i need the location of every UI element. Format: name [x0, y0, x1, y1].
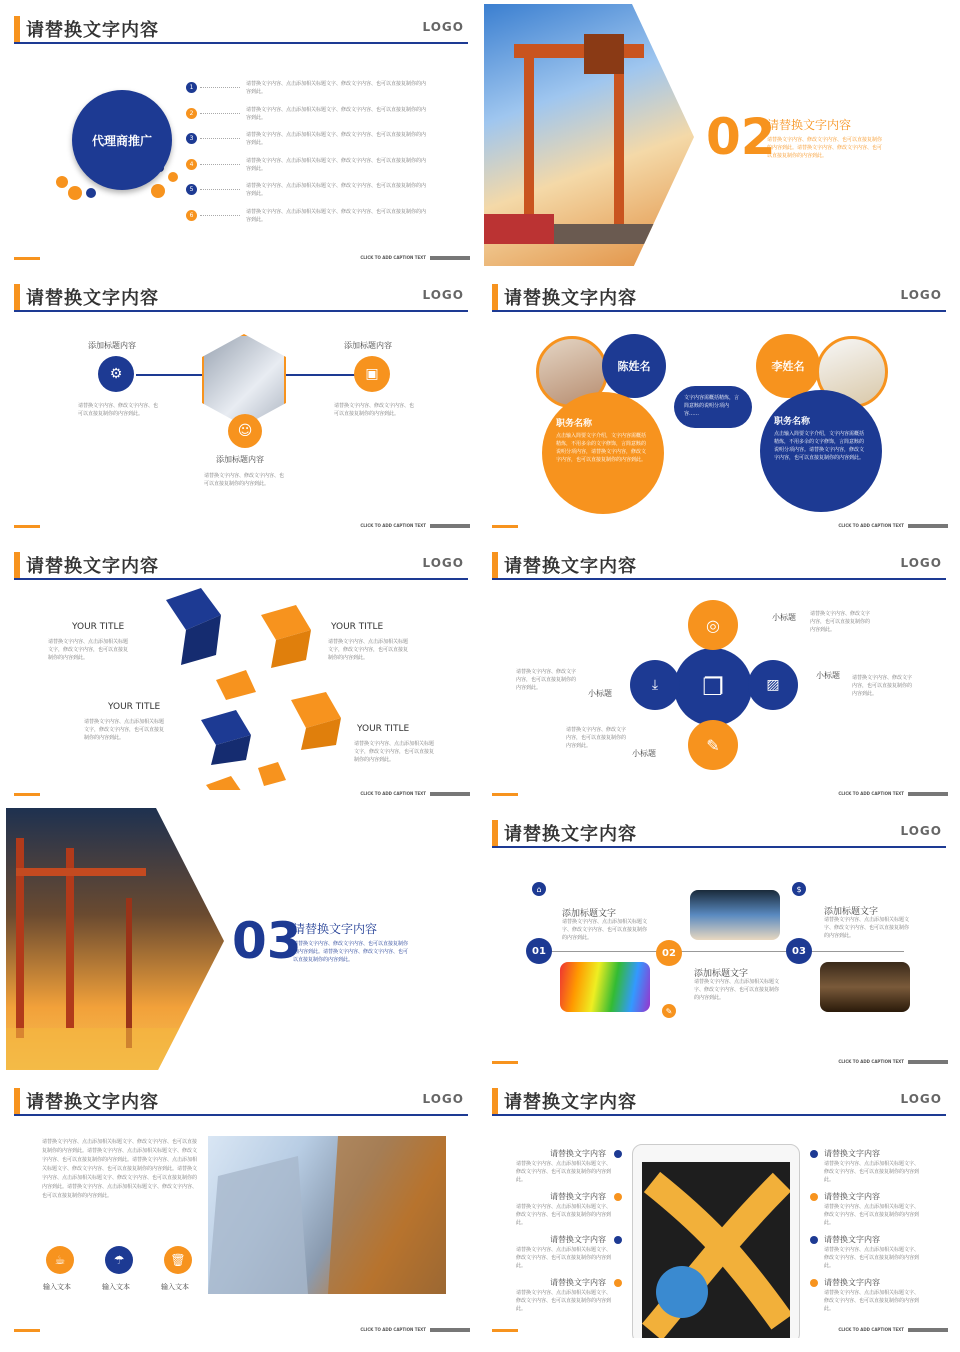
footer-accent	[14, 1329, 40, 1332]
footer-caption: CLICK TO ADD CAPTION TEXT	[838, 523, 904, 528]
list-number: 6	[186, 210, 197, 221]
logo: LOGO	[900, 556, 942, 570]
logo: LOGO	[422, 1092, 464, 1106]
item-text: 请替换文字内容、点击添加相关标题文字、修改文字内容、也可以直接复制你的内容到此。	[824, 1247, 920, 1269]
section-text: 请替换文字内容、修改文字内容、也可以直接复制你的内容到此。请替换文字内容、修改文字内容、也可以直接复制你的内容到此。	[293, 941, 409, 963]
text-left: 请替换文字内容、修改文字内容，也可以直接复制你的内容到此。	[516, 669, 577, 691]
footer-bar	[908, 1328, 948, 1332]
picture-icon: ▨	[748, 660, 798, 710]
name-2: 李姓名	[771, 360, 805, 373]
text-2: 请替换文字内容、点击添加相关标题文字，修改文字内容，也可以直接复制你的内容到此。	[328, 639, 409, 661]
text-3: 请替换文字内容、点击添加相关标题文字、修改文字内容、也可以直接复制你的内容到此。	[824, 917, 910, 939]
text-right: 请替换文字内容、修改文字内容，也可以直接复制你的内容到此。	[852, 675, 913, 697]
slide-section-03	[6, 808, 476, 1070]
trash-icon: 🗑	[164, 1246, 192, 1274]
title-1: YOUR TITLE	[72, 622, 125, 632]
buildings-photo	[208, 1136, 446, 1294]
header-accent	[492, 552, 498, 580]
subtitle-left: 小标题	[588, 689, 612, 698]
bottom-label: 添加标题内容	[216, 455, 264, 464]
text-top: 请替换文字内容、修改文字内容，也可以直接复制你的内容到此。	[810, 611, 871, 633]
deco-dot	[86, 188, 96, 198]
item-text: 请替换文字内容、点击添加相关标题文字、修改文字内容、也可以直接复制你的内容到此。	[824, 1204, 920, 1226]
logo: LOGO	[422, 20, 464, 34]
slide-team	[484, 272, 954, 534]
item-title: 请替换文字内容	[824, 1192, 880, 1201]
dotted-connector	[200, 87, 240, 88]
crane-photo	[484, 4, 694, 266]
slide-three-points	[6, 272, 476, 534]
job-text-1: 点击输入简要文字介绍，文字内容需概括精炼，不用多余的文字修饰，言简意赅的说明分项内容，请替换文字内容，修改文字内容，也可以直接复制你的内容到此。	[556, 433, 647, 463]
footer-accent	[492, 525, 518, 528]
label-2: 添加标题文字	[694, 969, 749, 979]
bullet-dot	[614, 1150, 622, 1158]
list-item-text: 请替换文字内容、点击添加相关标题文字、修改文字内容、也可以直接复制你的内容到此。	[246, 209, 427, 223]
item-text: 请替换文字内容、点击添加相关标题文字、修改文字内容、也可以直接复制你的内容到此。	[516, 1204, 612, 1226]
title-3: YOUR TITLE	[108, 702, 161, 712]
footer-accent	[14, 525, 40, 528]
list-item-text: 请替换文字内容、点击添加相关标题文字、修改文字内容、也可以直接复制你的内容到此。	[246, 183, 427, 198]
slide-title: 请替换文字内容	[26, 1092, 159, 1113]
header-accent	[14, 1088, 20, 1116]
list-item-text: 请替换文字内容、点击添加相关标题文字、修改文字内容、也可以直接复制你的内容到此。	[246, 106, 427, 121]
cube-cluster	[146, 580, 366, 790]
item-text: 请替换文字内容、点击添加相关标题文字、修改文字内容、也可以直接复制你的内容到此。	[824, 1290, 920, 1312]
text-4: 请替换文字内容、点击添加相关标题文字，修改文字内容，也可以直接复制你的内容到此。	[354, 741, 435, 763]
slide-text-image	[6, 1076, 476, 1338]
subtitle-right: 小标题	[816, 671, 840, 680]
left-text: 请替换文字内容、修改文字内容、也可以直接复制你的内容到此。	[78, 403, 159, 417]
logo: LOGO	[422, 556, 464, 570]
footer-bar	[430, 792, 470, 796]
slide-title: 请替换文字内容	[504, 1092, 637, 1113]
logo: LOGO	[900, 1092, 942, 1106]
center-label: 代理商推广	[91, 133, 152, 148]
bullet-dot	[810, 1193, 818, 1201]
header-accent	[14, 284, 20, 312]
footer-caption: CLICK TO ADD CAPTION TEXT	[838, 791, 904, 796]
name-badge-2	[756, 334, 820, 398]
header-rule	[492, 1114, 946, 1116]
item-title: 请替换文字内容	[550, 1192, 606, 1201]
bottom-text: 请替换文字内容、修改文字内容、也可以直接复制你的内容到此。	[204, 473, 285, 487]
slide-title: 请替换文字内容	[504, 824, 637, 845]
slide-title: 请替换文字内容	[26, 556, 159, 577]
header-accent	[492, 284, 498, 312]
step-02: 02	[656, 940, 682, 966]
subtitle-bottom: 小标题	[632, 749, 656, 758]
footer-caption: CLICK TO ADD CAPTION TEXT	[360, 255, 426, 260]
footer-accent	[14, 257, 40, 260]
job-text-2: 点击输入简要文字介绍，文字内容需概括精炼，不用多余的文字修饰，言简意赅的说明分项内容。请替换文字内容，修改文字内容，也可以直接复制你的内容到此。	[774, 431, 865, 461]
left-label: 添加标题内容	[88, 341, 136, 350]
label-3: 添加标题文字	[824, 907, 879, 917]
bullet-dot	[810, 1236, 818, 1244]
item-title: 请替换文字内容	[824, 1235, 880, 1244]
right-text: 请替换文字内容、修改文字内容、也可以直接复制你的内容到此。	[334, 403, 415, 417]
item-title: 请替换文字内容	[824, 1278, 880, 1287]
slide-title: 请替换文字内容	[504, 556, 637, 577]
text-1: 请替换文字内容、点击添加相关标题文字、修改文字内容、也可以直接复制你的内容到此。	[562, 919, 648, 941]
step-01: 01	[526, 938, 552, 964]
dotted-connector	[200, 189, 240, 190]
list-number: 3	[186, 133, 197, 144]
logo: LOGO	[422, 288, 464, 302]
subtitle-top: 小标题	[772, 613, 796, 622]
footer-bar	[430, 524, 470, 528]
slide-circle-cross	[484, 540, 954, 802]
header-accent	[14, 552, 20, 580]
job-title-2: 职务名称	[774, 417, 811, 427]
header-rule	[14, 42, 468, 44]
logo: LOGO	[900, 824, 942, 838]
list-item-text: 请替换文字内容、点击添加相关标题文字、修改文字内容、也可以直接复制你的内容到此。	[246, 81, 427, 95]
text-2: 请替换文字内容、点击添加相关标题文字、修改文字内容、也可以直接复制你的内容到此。	[694, 979, 780, 1001]
center-pill	[674, 386, 752, 428]
slide-title: 请替换文字内容	[26, 288, 159, 309]
port-photo	[6, 808, 224, 1070]
footer-bar	[908, 1060, 948, 1064]
item-title: 请替换文字内容	[824, 1149, 880, 1158]
slide-cubes	[6, 540, 476, 802]
section-text: 请替换文字内容、修改文字内容、也可以直接复制你的内容到此。请替换文字内容、修改文字内容、也可以直接复制你的内容到此。	[767, 137, 883, 159]
list-item-text: 请替换文字内容、点击添加相关标题文字、修改文字内容、也可以直接复制你的内容到此。	[246, 157, 427, 172]
deco-dot	[151, 184, 165, 198]
dotted-connector	[200, 215, 240, 216]
footer-caption: CLICK TO ADD CAPTION TEXT	[360, 523, 426, 528]
icon-label-2: 输入文本	[102, 1283, 130, 1291]
header-rule	[492, 310, 946, 312]
deco-dot	[56, 176, 68, 188]
title-4: YOUR TITLE	[357, 724, 410, 734]
section-number: 03	[232, 912, 302, 970]
umbrella-icon: ☂	[105, 1246, 133, 1274]
footer-caption: CLICK TO ADD CAPTION TEXT	[360, 791, 426, 796]
bullet-dot	[614, 1279, 622, 1287]
text-bottom: 请替换文字内容、修改文字内容，也可以直接复制你的内容到此。	[566, 727, 627, 749]
dollar-icon: $	[792, 882, 806, 896]
section-title: 请替换文字内容	[293, 922, 378, 936]
footer-accent	[492, 1329, 518, 1332]
footer-bar	[908, 524, 948, 528]
item-text: 请替换文字内容、点击添加相关标题文字、修改文字内容、也可以直接复制你的内容到此。	[516, 1290, 612, 1312]
presentation-icon: ▣	[354, 356, 390, 392]
center-text: 文字内容需概括精炼，言简意赅的说明分项内容……	[684, 395, 740, 417]
title-2: YOUR TITLE	[331, 622, 384, 632]
text-1: 请替换文字内容、点击添加相关标题文字，修改文字内容，也可以直接复制你的内容到此。	[48, 639, 129, 661]
header-rule	[14, 310, 468, 312]
header-rule	[492, 578, 946, 580]
team-icon: ⚙	[98, 356, 134, 392]
list-number: 1	[186, 82, 197, 93]
item-text: 请替换文字内容、点击添加相关标题文字、修改文字内容、也可以直接复制你的内容到此。	[516, 1247, 612, 1269]
header-accent	[492, 820, 498, 848]
logo: LOGO	[900, 288, 942, 302]
icon-label-1: 输入文本	[43, 1283, 71, 1291]
deco-dot	[168, 172, 178, 182]
center-circle	[72, 90, 172, 190]
icon-label-3: 输入文本	[161, 1283, 189, 1291]
list-number: 4	[186, 159, 197, 170]
dotted-connector	[200, 164, 240, 165]
book-photo	[690, 890, 780, 940]
bullet-dot	[614, 1193, 622, 1201]
pencils-photo	[560, 962, 650, 1012]
download-icon: ⤓	[630, 660, 680, 710]
footer-bar	[430, 1328, 470, 1332]
slide-tablet	[484, 1076, 954, 1338]
step-03: 03	[786, 938, 812, 964]
section-number: 02	[706, 108, 776, 166]
header-accent	[492, 1088, 498, 1116]
footer-accent	[492, 1061, 518, 1064]
job-circle-1	[542, 392, 664, 514]
label-1: 添加标题文字	[562, 909, 617, 919]
header-rule	[14, 1114, 468, 1116]
slide-title: 请替换文字内容	[26, 20, 159, 41]
footer-caption: CLICK TO ADD CAPTION TEXT	[360, 1327, 426, 1332]
item-title: 请替换文字内容	[550, 1235, 606, 1244]
right-label: 添加标题内容	[344, 341, 392, 350]
job-title-1: 职务名称	[556, 419, 593, 429]
pencil-icon: ✎	[662, 1004, 676, 1018]
globe-icon: ◎	[688, 600, 738, 650]
list-number: 5	[186, 184, 197, 195]
bullet-dot	[810, 1150, 818, 1158]
coffee-icon: ☕	[46, 1246, 74, 1274]
timeline-line	[544, 951, 904, 952]
bullet-dot	[614, 1236, 622, 1244]
item-title: 请替换文字内容	[550, 1149, 606, 1158]
item-text: 请替换文字内容、点击添加相关标题文字、修改文字内容、也可以直接复制你的内容到此。	[824, 1161, 920, 1183]
knot-photo	[642, 1162, 790, 1338]
item-text: 请替换文字内容、点击添加相关标题文字、修改文字内容、也可以直接复制你的内容到此。	[516, 1161, 612, 1183]
name-1: 陈姓名	[617, 360, 651, 373]
user-icon: ☺	[228, 414, 262, 448]
footer-accent	[492, 793, 518, 796]
slide-timeline	[484, 808, 954, 1070]
slide-agent-promotion	[6, 4, 476, 266]
dotted-connector	[200, 113, 240, 114]
header-rule	[492, 846, 946, 848]
dotted-connector	[200, 138, 240, 139]
footer-bar	[430, 256, 470, 260]
home-icon: ⌂	[532, 882, 546, 896]
name-badge-1	[602, 334, 666, 398]
library-photo	[820, 962, 910, 1012]
footer-bar	[908, 792, 948, 796]
image-icon: ❐	[674, 648, 752, 726]
meeting-photo	[202, 334, 286, 426]
body-paragraph: 请替换文字内容、点击添加相关标题文字、修改文字内容、也可以直接复制你的内容到此。请替换文字内容、点击添加相关标题文字、修改文字内容、也可以直接复制你的内容到此。请替换文字内容、点击添加相关标题文字、修改文字内容、也可以直接复制你的内容到此。请替换文字内容、点击添加相关标题文字、修改文字内容、也可以直接复制你的内容到此。请替换文字内容、点击添加相关标题文字、修改文字内容、也可以直接复制你的内容到此。	[42, 1139, 198, 1199]
bullet-dot	[810, 1279, 818, 1287]
footer-caption: CLICK TO ADD CAPTION TEXT	[838, 1059, 904, 1064]
footer-caption: CLICK TO ADD CAPTION TEXT	[838, 1327, 904, 1332]
list-item-text: 请替换文字内容、点击添加相关标题文字、修改文字内容、也可以直接复制你的内容到此。	[246, 132, 427, 147]
deco-dot	[68, 186, 82, 200]
brush-icon: ✎	[688, 720, 738, 770]
header-accent	[14, 16, 20, 44]
item-title: 请替换文字内容	[550, 1278, 606, 1287]
list-number: 2	[186, 108, 197, 119]
text-3: 请替换文字内容、点击添加相关标题文字，修改文字内容，也可以直接复制你的内容到此。	[84, 719, 165, 741]
job-circle-2	[760, 390, 882, 512]
footer-accent	[14, 793, 40, 796]
slide-title: 请替换文字内容	[504, 288, 637, 309]
slide-section-02	[484, 4, 954, 266]
section-title: 请替换文字内容	[767, 118, 852, 132]
